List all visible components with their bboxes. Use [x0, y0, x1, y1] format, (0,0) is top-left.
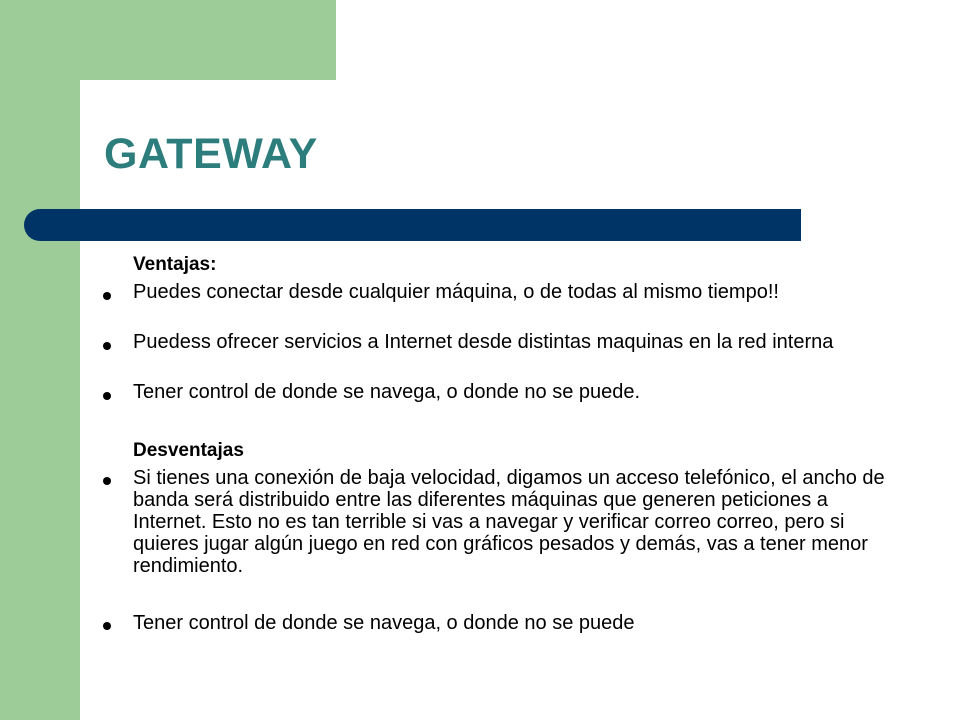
list-item-text: Tener control de donde se navega, o donde no se puede. — [133, 381, 641, 403]
bullet-icon — [103, 477, 111, 485]
disadvantages-heading: Desventajas — [133, 440, 244, 461]
bullet-icon — [103, 342, 111, 350]
list-item-text: Si tienes una conexión de baja velocidad, digamos un acceso telefónico, el ancho de banda será distribuido entre las diferentes máquinas que generen peticiones a Internet. Esto no es tan terrible si vas a navegar y verificar correo correo, pero si quieres jugar algún juego en red con gráficos pesados y demás, vas a tener menor rendimiento. — [133, 467, 885, 577]
list-item-text: Tener control de donde se navega, o donde no se puede — [133, 612, 635, 634]
bullet-icon — [103, 292, 111, 300]
bullet-icon — [103, 392, 111, 400]
advantages-heading: Ventajas: — [133, 254, 217, 275]
list-item-text: Puedess ofrecer servicios a Internet desde distintas maquinas en la red interna — [133, 331, 834, 353]
bullet-icon — [103, 622, 111, 630]
list-item-text: Puedes conectar desde cualquier máquina, o de todas al mismo tiempo!! — [133, 281, 779, 303]
slide-title: GATEWAY — [104, 130, 318, 178]
